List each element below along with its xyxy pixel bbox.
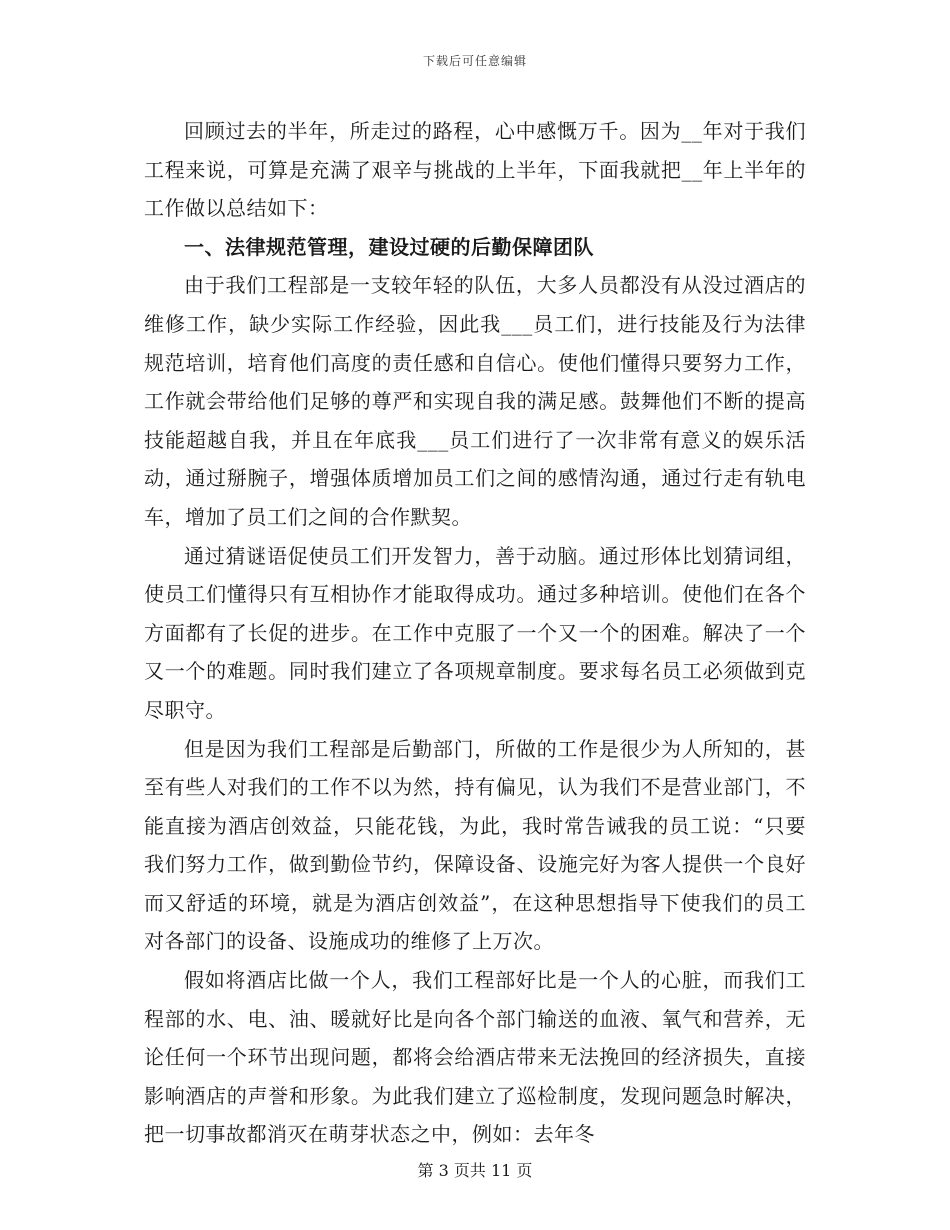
page-number: 第 3 页共 11 页 [417,1161,533,1180]
paragraph-activities: 通过猜谜语促使员工们开发智力，善于动脑。通过形体比划猜词组，使员工们懂得只有互相协作才能取得成功。通过多种培训。使他们在各个方面都有了长促的进步。在工作中克服了一个又一个的困难。解决了一个又一个的难题。同时我们建立了各项规章制度。要求每名员工必须做到克尽职守。 [144,543,806,722]
section-heading: 一、法律规范管理，建设过硬的后勤保障团队 [184,234,594,259]
paragraph-inspection: 假如将酒店比做一个人，我们工程部好比是一个人的心脏，而我们工程部的水、电、油、暖就好比是向各个部门输送的血液、氧气和营养，无论任何一个环节出现问题，都将会给酒店带来无法挽回的经济损失，直接影响酒店的声誉和形象。为此我们建立了巡检制度，发现问题急时解决，把一切事故都消灭在萌芽状态之中，例如：去年冬 [144,968,806,1147]
paragraph-training: 由于我们工程部是一支较年轻的队伍，大多人员都没有从没过酒店的维修工作，缺少实际工作经验，因此我___员工们，进行技能及行为法律规范培训，培育他们高度的责任感和自信心。使他们懂得只要努力工作，工作就会带给他们足够的尊严和实现自我的满足感。鼓舞他们不断的提高技能超越自我，并且在年底我___员工们进行了一次非常有意义的娱乐活动，通过掰腕子，增强体质增加员工们之间的感情沟通，通过行走有轨电车，增加了员工们之间的合作默契。 [144,273,806,529]
paragraph-logistics: 但是因为我们工程部是后勤部门，所做的工作是很少为人所知的，甚至有些人对我们的工作不以为然，持有偏见，认为我们不是营业部门，不能直接为酒店创效益，只能花钱，为此，我时常告诫我的员工说：“只要我们努力工作，做到勤俭节约，保障设备、设施完好为客人提供一个良好而又舒适的环境，就是为酒店创效益”，在这种思想指导下使我们的员工对各部门的设备、设施成功的维修了上万次。 [144,736,806,954]
document-body [144,112,806,1154]
page-header: 下载后可任意编辑 [422,54,527,68]
intro-paragraph: 回顾过去的半年，所走过的路程，心中感慨万千。因为__年对于我们工程来说，可算是充满了艰辛与挑战的上半年，下面我就把__年上半年的工作做以总结如下： [144,119,806,221]
